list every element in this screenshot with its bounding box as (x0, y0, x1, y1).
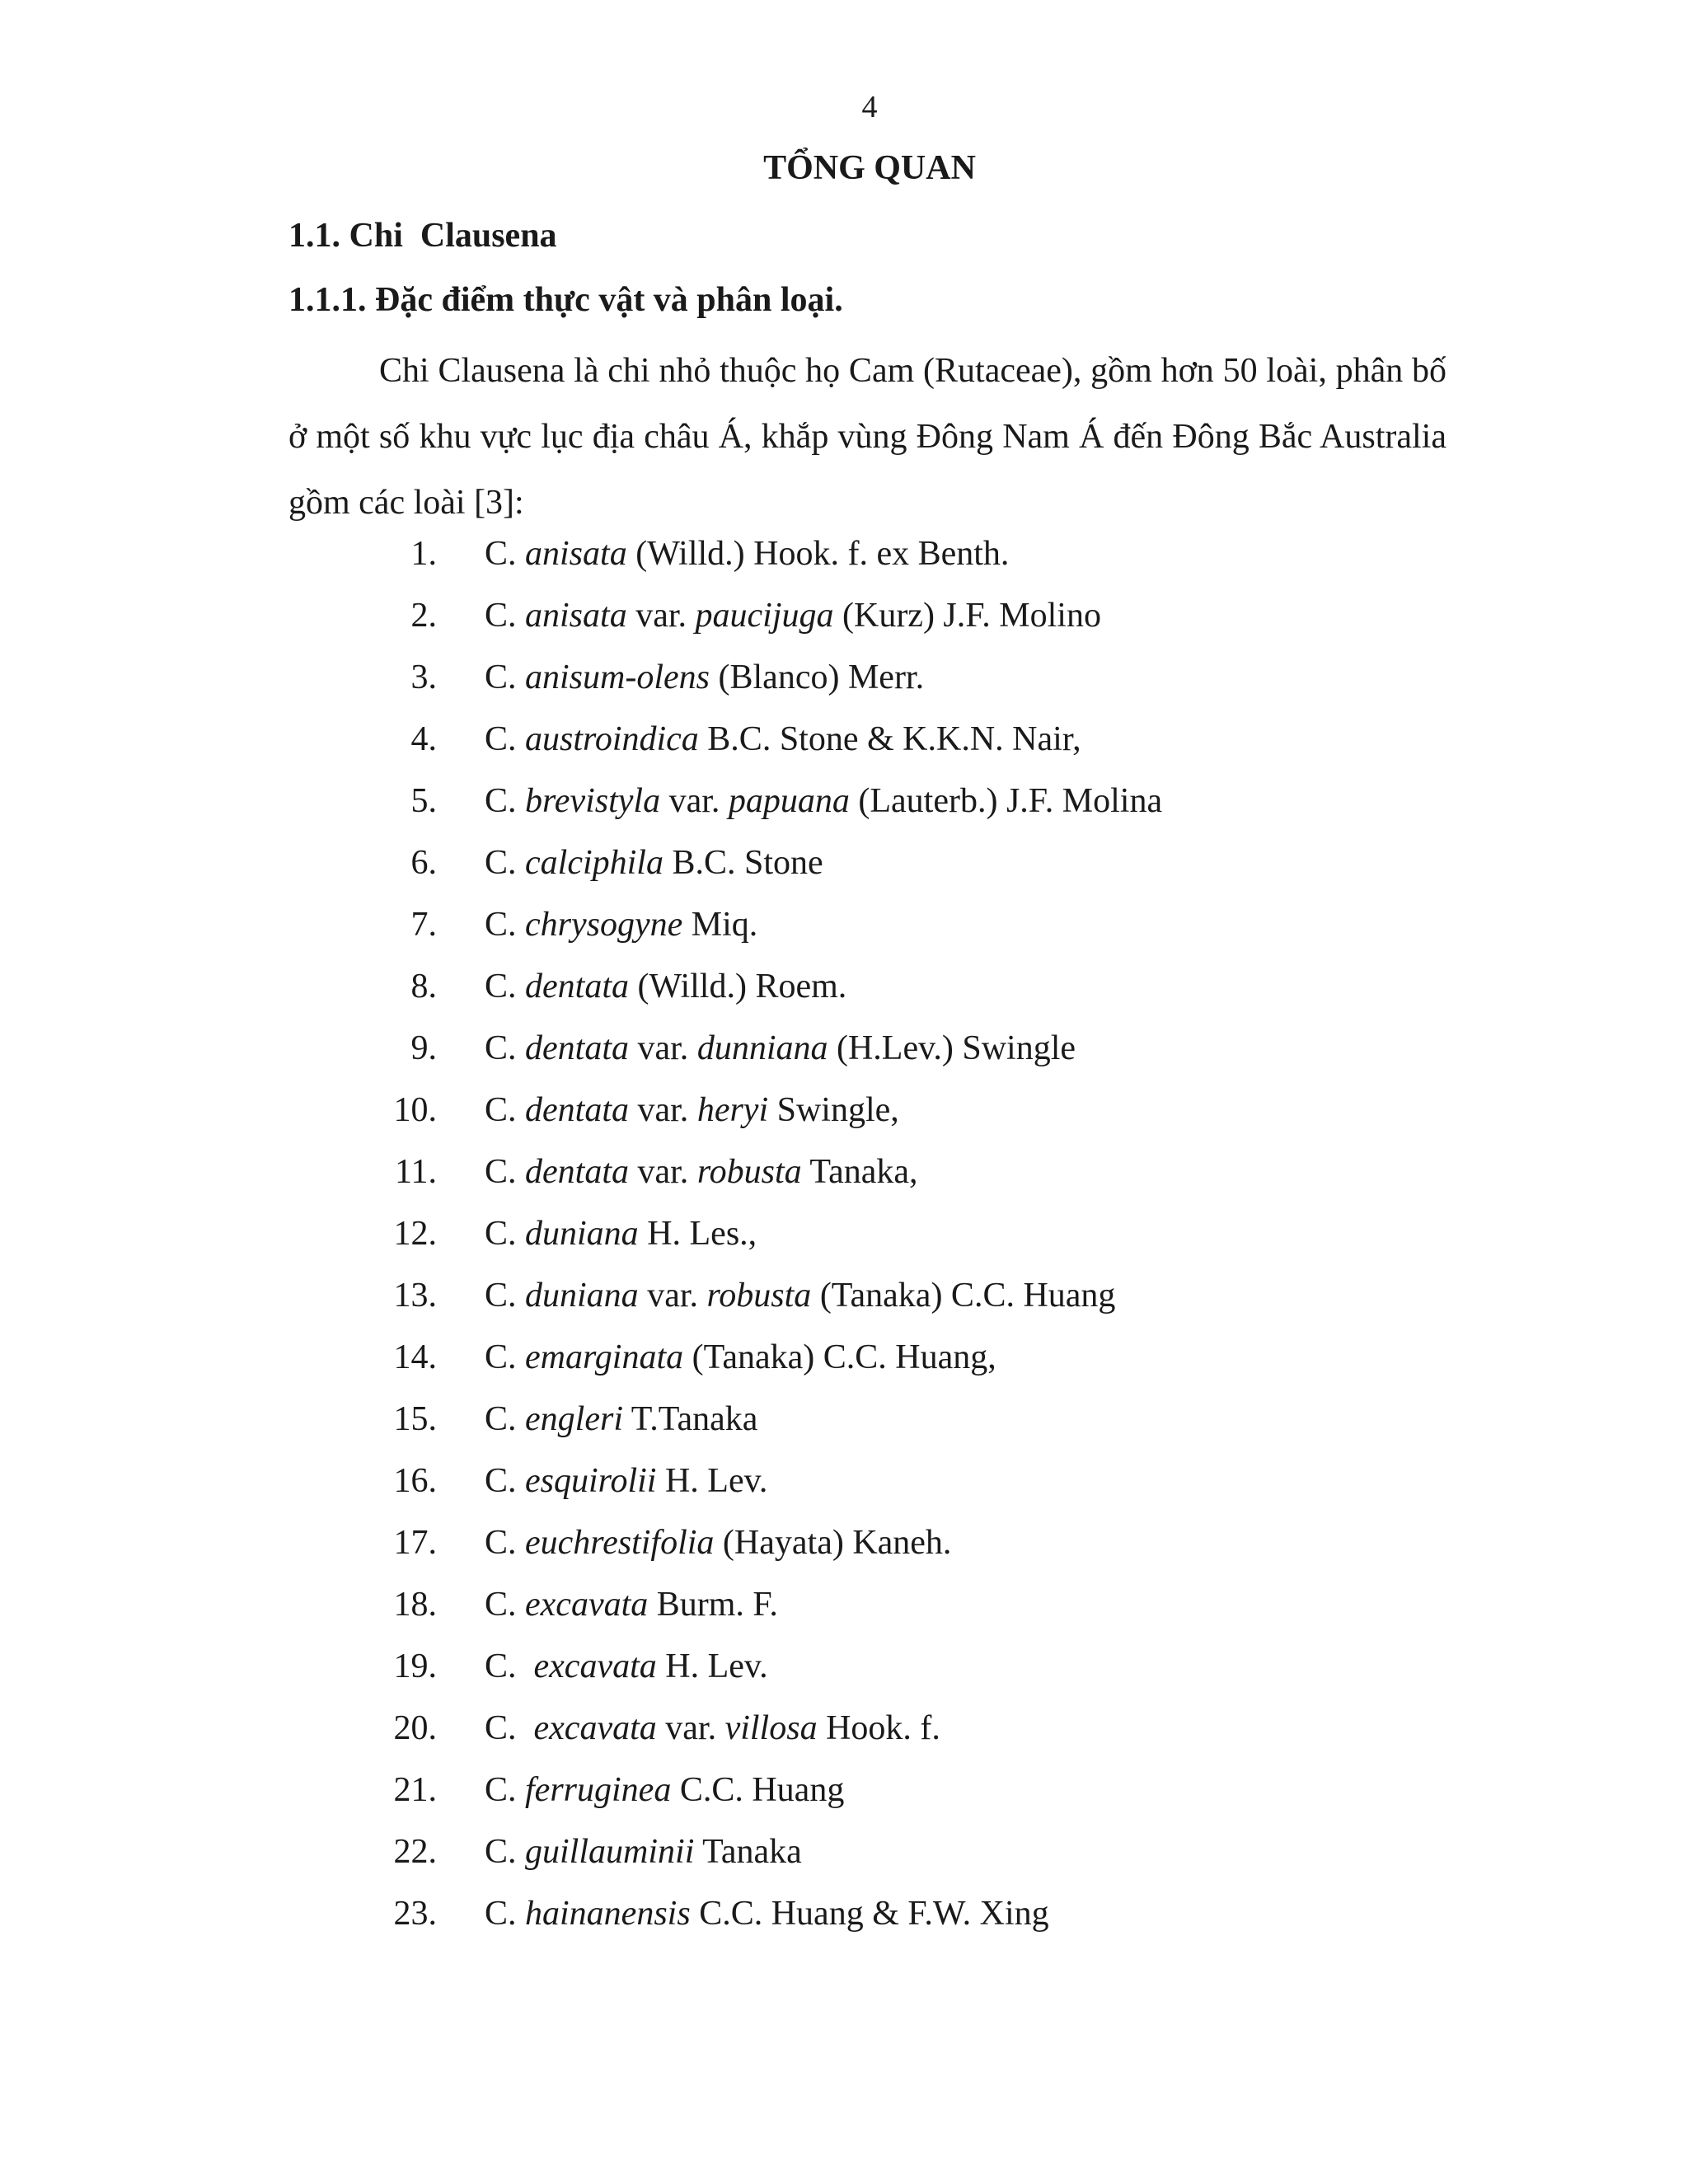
species-number: 17. (393, 1524, 437, 1562)
species-authority: B.C. Stone & K.K.N. Nair, (698, 720, 1081, 758)
species-epithet: dentata (525, 1091, 629, 1129)
document-title: TỔNG QUAN (763, 149, 976, 187)
species-name (485, 1451, 767, 1512)
subsection-heading: 1.1.1. Đặc điểm thực vật và phân loại. (288, 281, 843, 319)
species-authority (517, 1029, 526, 1067)
species-number: 1. (410, 535, 437, 573)
species-name (485, 1636, 768, 1698)
species-authority: H. Lev. (656, 1647, 768, 1685)
species-authority: var. (629, 1029, 697, 1067)
species-number: 6. (410, 844, 437, 882)
species-authority (517, 1215, 526, 1253)
species-name (485, 1512, 951, 1574)
species-authority (517, 906, 526, 944)
species-epithet: brevistyla (525, 782, 661, 820)
species-authority: C. (485, 844, 517, 882)
species-authority: C. (485, 1771, 517, 1809)
species-authority (517, 782, 526, 820)
species-authority: (Tanaka) C.C. Huang (811, 1277, 1116, 1315)
species-epithet: anisum-olens (525, 658, 710, 696)
species-name (485, 1203, 757, 1265)
species-authority (517, 1833, 526, 1871)
species-authority (517, 1524, 526, 1562)
species-authority: C. (485, 1833, 517, 1871)
species-name (485, 647, 924, 709)
species-name (485, 1883, 1049, 1945)
species-authority: C. (485, 1524, 517, 1562)
species-epithet: heryi (696, 1091, 769, 1129)
species-authority: C. (485, 1338, 517, 1376)
species-authority: C. (485, 1091, 517, 1129)
species-name (485, 832, 823, 894)
species-authority: C. (485, 597, 517, 635)
species-authority (517, 1462, 526, 1500)
page-number: 4 (861, 90, 878, 124)
species-number: 20. (393, 1709, 437, 1747)
species-epithet: engleri (525, 1400, 623, 1438)
species-authority (517, 1647, 534, 1685)
species-epithet: excavata (533, 1647, 657, 1685)
species-authority: (Tanaka) C.C. Huang, (683, 1338, 996, 1376)
species-authority: C. (485, 906, 517, 944)
species-number: 19. (393, 1647, 437, 1685)
species-authority: C. (485, 968, 517, 1005)
species-number: 16. (393, 1462, 437, 1500)
species-name (485, 1265, 1115, 1327)
species-name (485, 1698, 940, 1760)
species-authority: C. (485, 1462, 517, 1500)
species-authority: C. (485, 782, 517, 820)
species-epithet: calciphila (525, 844, 663, 882)
species-authority: var. (660, 782, 729, 820)
species-number: 12. (393, 1215, 437, 1253)
species-epithet: duniana (525, 1215, 639, 1253)
species-epithet: emarginata (525, 1338, 684, 1376)
species-number: 14. (393, 1338, 437, 1376)
section-heading: 1.1. Chi Clausena (288, 217, 557, 255)
species-authority (517, 597, 526, 635)
species-number: 23. (393, 1895, 437, 1933)
species-epithet: dentata (525, 1029, 629, 1067)
species-number: 4. (410, 720, 437, 758)
species-authority (517, 658, 526, 696)
species-authority: Miq. (682, 906, 758, 944)
species-name (485, 956, 846, 1018)
species-authority: (Lauterb.) J.F. Molina (849, 782, 1163, 820)
species-authority: Tanaka, (801, 1153, 918, 1191)
species-authority (517, 535, 526, 573)
species-name (485, 709, 1081, 771)
species-epithet: paucijuga (695, 597, 834, 635)
species-authority: C. (485, 1586, 517, 1624)
species-epithet: villosa (724, 1709, 818, 1747)
species-number: 10. (393, 1091, 437, 1129)
species-name (485, 1389, 757, 1451)
species-authority: C. (485, 1647, 517, 1685)
species-name (485, 1141, 918, 1203)
species-epithet: excavata (525, 1586, 649, 1624)
species-number: 18. (393, 1586, 437, 1624)
species-epithet: duniana (525, 1277, 639, 1315)
species-authority: B.C. Stone (663, 844, 823, 882)
species-epithet: robusta (706, 1277, 812, 1315)
species-authority (517, 1709, 534, 1747)
species-authority: C. (485, 658, 517, 696)
species-authority (517, 1586, 526, 1624)
species-authority: Swingle, (768, 1091, 899, 1129)
species-authority: var. (638, 1277, 707, 1315)
species-authority: H. Lev. (656, 1462, 768, 1500)
species-authority (517, 844, 526, 882)
species-name (485, 894, 757, 956)
species-name (485, 1574, 778, 1636)
species-authority (517, 720, 526, 758)
species-name (485, 771, 1162, 832)
species-authority: C. (485, 1153, 517, 1191)
species-epithet: dentata (525, 968, 629, 1005)
species-epithet: hainanensis (525, 1895, 691, 1933)
species-authority: C. (485, 1029, 517, 1067)
species-epithet: austroindica (525, 720, 699, 758)
species-authority: C. (485, 535, 517, 573)
species-authority: C. (485, 1277, 517, 1315)
species-authority: C. (485, 1895, 517, 1933)
species-authority (517, 1400, 526, 1438)
species-authority: (Hayata) Kaneh. (714, 1524, 952, 1562)
species-authority: (Willd.) Hook. f. ex Benth. (626, 535, 1010, 573)
species-authority: (H.Lev.) Swingle (828, 1029, 1076, 1067)
species-epithet: ferruginea (525, 1771, 672, 1809)
species-authority: (Kurz) J.F. Molino (833, 597, 1101, 635)
species-name (485, 523, 1009, 585)
species-number: 22. (393, 1833, 437, 1871)
species-epithet: chrysogyne (525, 906, 683, 944)
species-authority: C. (485, 1709, 517, 1747)
species-number: 13. (393, 1277, 437, 1315)
species-epithet: anisata (525, 597, 627, 635)
species-authority: var. (656, 1709, 725, 1747)
species-epithet: anisata (525, 535, 627, 573)
species-number: 9. (410, 1029, 437, 1067)
species-number: 7. (410, 906, 437, 944)
species-authority (517, 968, 526, 1005)
species-number: 11. (395, 1153, 437, 1191)
species-authority: var. (629, 1153, 697, 1191)
species-authority: var. (626, 597, 696, 635)
species-name (485, 1327, 996, 1389)
species-epithet: papuana (728, 782, 850, 820)
species-authority (517, 1895, 526, 1933)
species-name (485, 1821, 802, 1883)
species-authority: H. Les., (638, 1215, 757, 1253)
species-authority (517, 1091, 526, 1129)
species-epithet: dentata (525, 1153, 629, 1191)
species-authority (517, 1153, 526, 1191)
species-number: 3. (410, 658, 437, 696)
species-authority (517, 1338, 526, 1376)
intro-paragraph: Chi Clausena là chi nhỏ thuộc họ Cam (Rutaceae), gồm hơn 50 loài, phân bố ở một số khu vực lục địa châu Á, khắp vùng Đông Nam Á đến Đông Bắc Australia gồm các loài [3]: (288, 352, 1447, 522)
species-epithet: robusta (696, 1153, 802, 1191)
species-authority (517, 1277, 526, 1315)
species-name (485, 585, 1101, 647)
species-epithet: excavata (533, 1709, 657, 1747)
species-authority: Hook. f. (817, 1709, 940, 1747)
species-authority: (Blanco) Merr. (710, 658, 925, 696)
species-authority: C. (485, 720, 517, 758)
species-authority: T.Tanaka (622, 1400, 758, 1438)
species-number: 5. (410, 782, 437, 820)
species-number: 8. (410, 968, 437, 1005)
species-epithet: esquirolii (525, 1462, 657, 1500)
species-authority: C. (485, 1400, 517, 1438)
species-number: 15. (393, 1400, 437, 1438)
species-authority: var. (629, 1091, 697, 1129)
species-authority: Tanaka (694, 1833, 802, 1871)
species-epithet: dunniana (696, 1029, 828, 1067)
species-name (485, 1080, 899, 1141)
species-number: 2. (410, 597, 437, 635)
species-name (485, 1760, 844, 1821)
species-epithet: euchrestifolia (525, 1524, 715, 1562)
species-authority: C.C. Huang & F.W. Xing (690, 1895, 1049, 1933)
species-name (485, 1018, 1076, 1080)
species-authority: C.C. Huang (671, 1771, 845, 1809)
species-authority: Burm. F. (648, 1586, 778, 1624)
species-authority: C. (485, 1215, 517, 1253)
species-epithet: guillauminii (525, 1833, 695, 1871)
species-authority: (Willd.) Roem. (629, 968, 847, 1005)
species-number: 21. (393, 1771, 437, 1809)
species-authority (517, 1771, 526, 1809)
